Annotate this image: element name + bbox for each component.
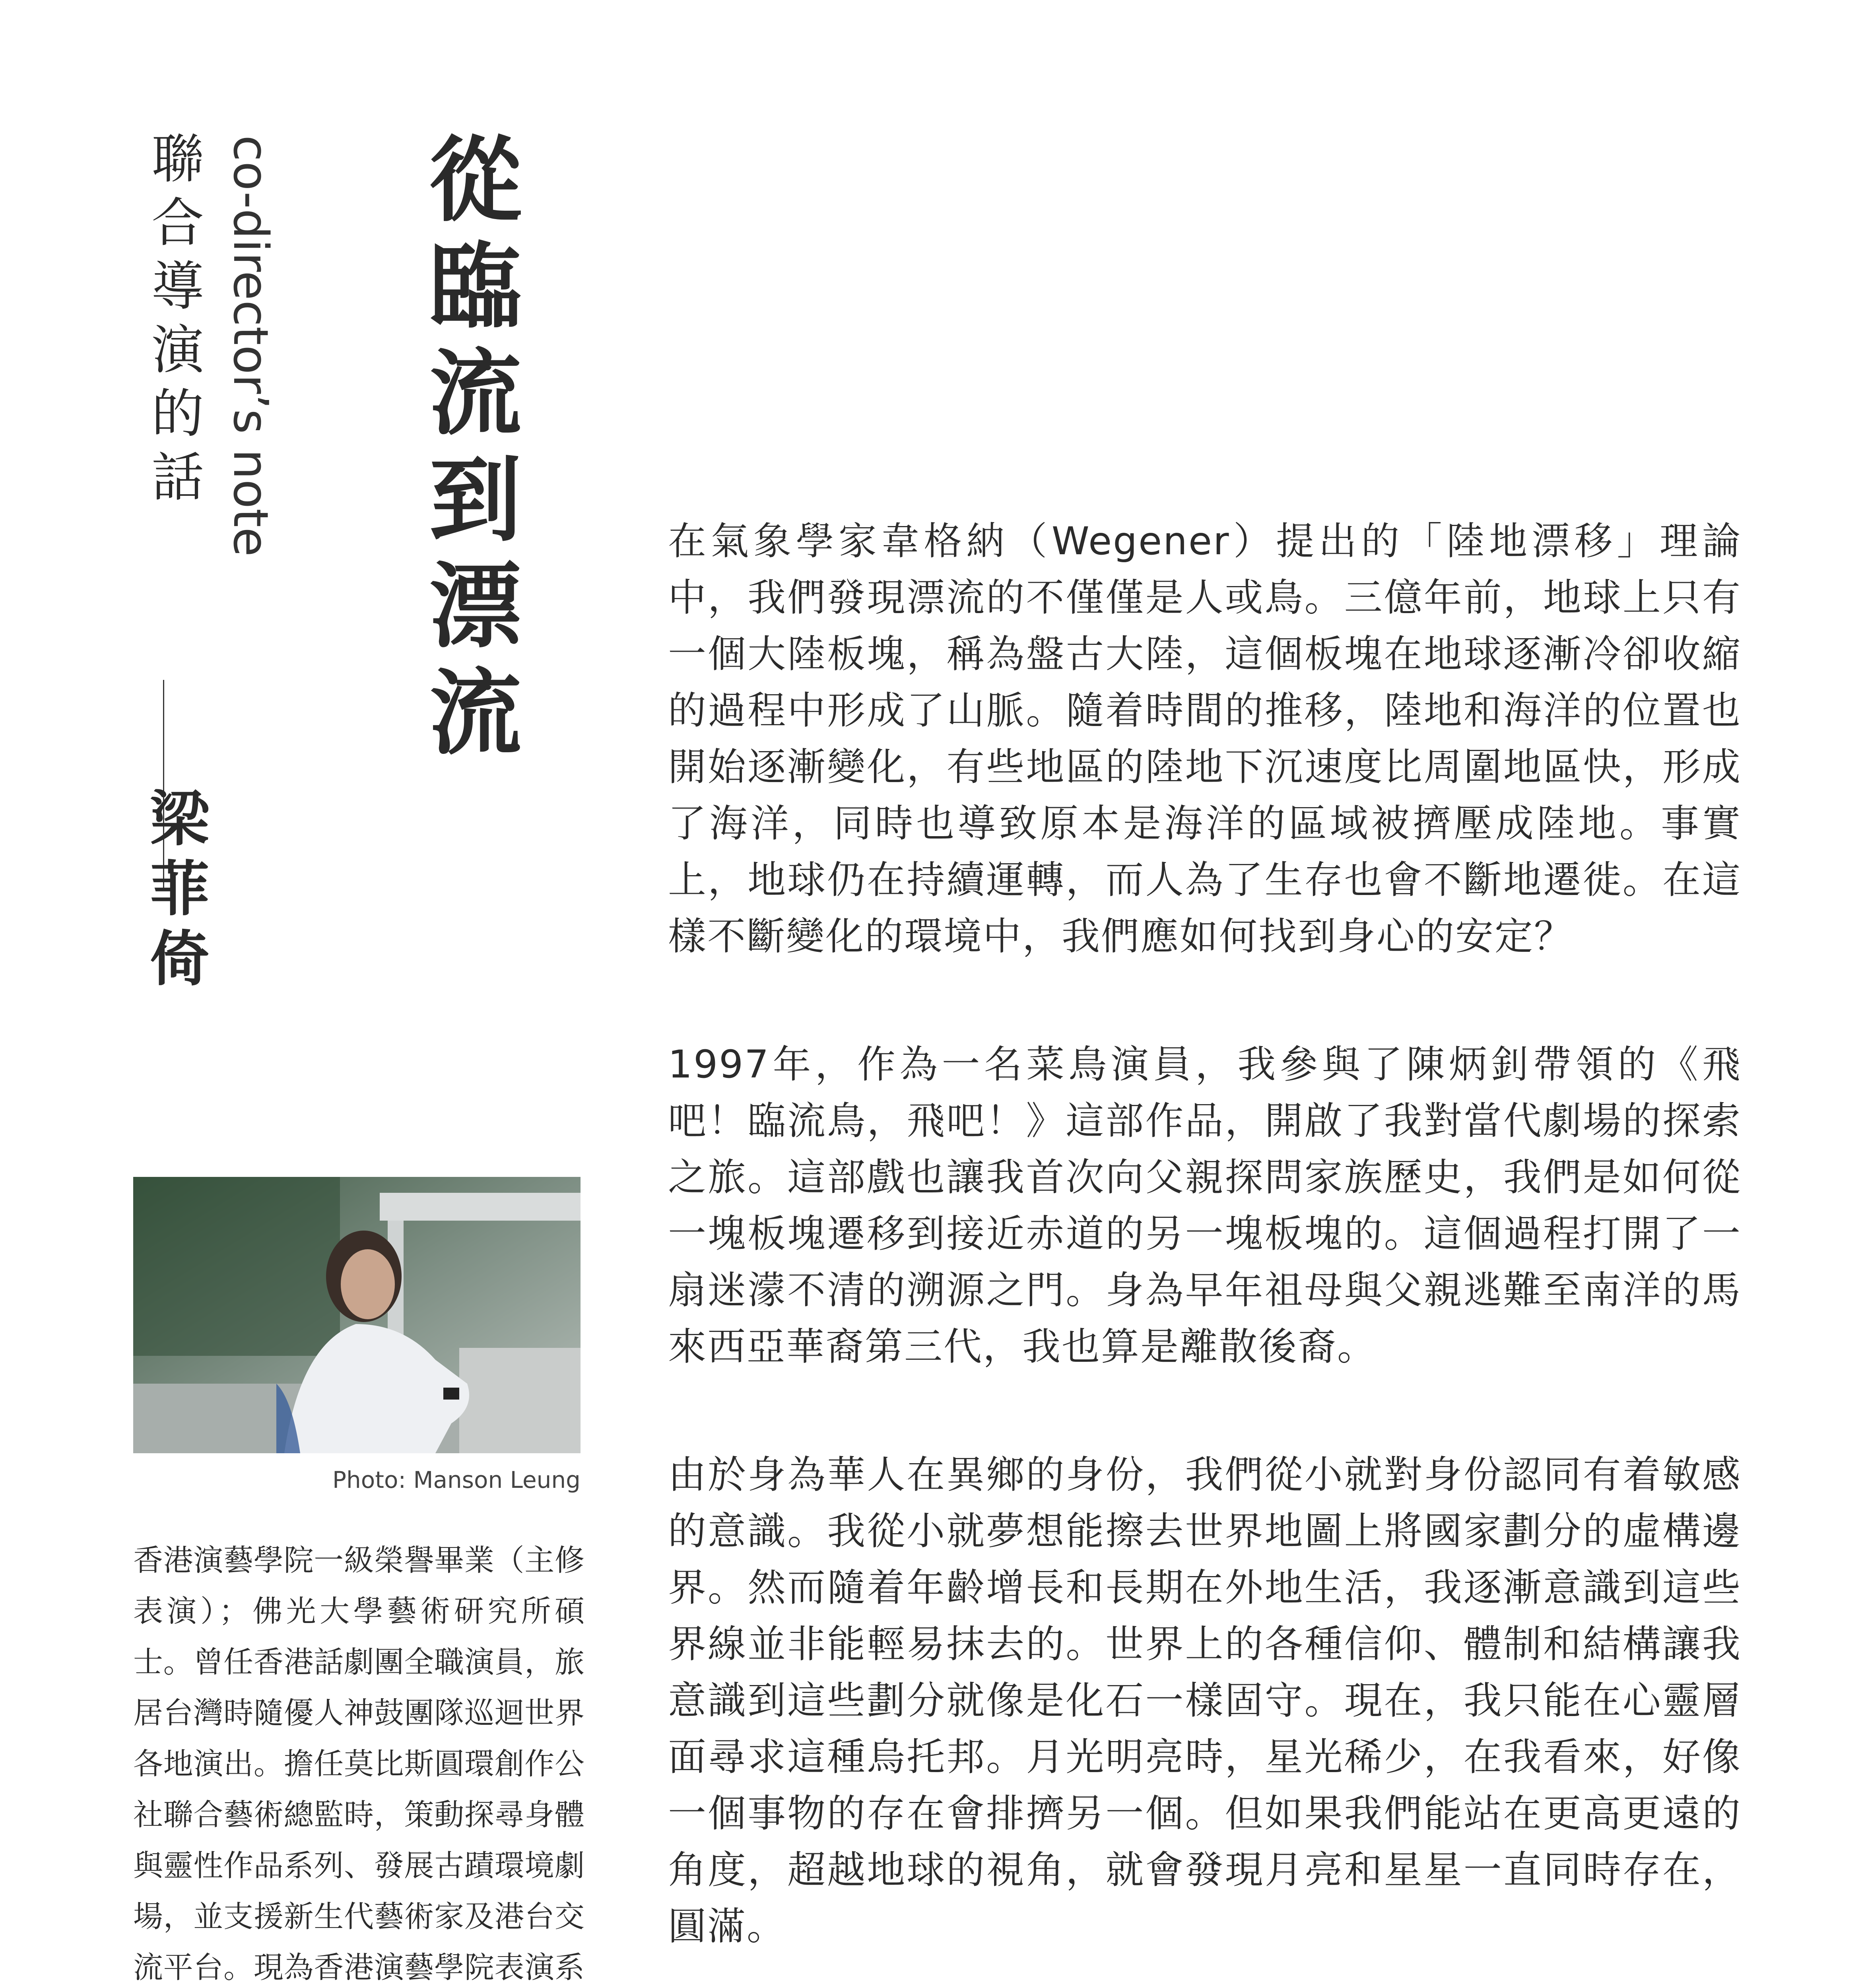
paragraph: 1997年，作為一名菜鳥演員，我參與了陳炳釗帶領的《飛吧！臨流鳥，飛吧！》這部作品，開啟了我對當代劇場的探索之旅。這部戲也讓我首次向父親探問家族歷史，我們是如何從一塊板塊遷移到接近赤道的另一塊板塊的。這個過程打開了一扇迷濛不清的溯源之門。身為早年祖母與父親逃難至南洋的馬來西亞華裔第三代，我也算是離散後裔。 (668, 1042, 1742, 1369)
author-bio: 香港演藝學院一級榮譽畢業（主修表演）；佛光大學藝術研究所碩士。曾任香港話劇團全職演員，旅居台灣時隨優人神鼓團隊巡迴世界各地演出。擔任莫比斯圓環創作公社聯合藝術總監時，策動探尋身體與靈性作品系列、發展古蹟環境劇場，並支援新生代藝術家及港台交流平台。現為香港演藝學院表演系 (133, 1543, 584, 1985)
author-photo (133, 1177, 581, 1453)
subtitle-chinese: 聯合導演的話 (142, 131, 204, 513)
author-name: 梁菲倚 (140, 787, 209, 997)
paragraph: 由於身為華人在異鄉的身份，我們從小就對身份認同有着敏感的意識。我從小就夢想能擦去世界地圖上將國家劃分的虛構邊界。然而隨着年齡增長和長期在外地生活，我逐漸意識到這些界線並非能輕易抹去的。世界上的各種信仰、體制和結構讓我意識到這些劃分就像是化石一樣固守。現在，我只能在心靈層面尋求這種烏托邦。月光明亮時，星光稀少，在我看來，好像一個事物的存在會排擠另一個。但如果我們能站在更高更遠的角度，超越地球的視角，就會發現月亮和星星一直同時存在，圓滿。 (668, 1452, 1742, 1949)
paragraph: 在氣象學家韋格納（Wegener）提出的「陸地漂移」理論中，我們發現漂流的不僅僅是人或鳥。三億年前，地球上只有一個大陸板塊，稱為盤古大陸，這個板塊在地球逐漸冷卻收縮的過程中形成了山脈。隨着時間的推移，陸地和海洋的位置也開始逐漸變化，有些地區的陸地下沉速度比周圍地區快，形成了海洋，同時也導致原本是海洋的區域被擠壓成陸地。事實上，地球仍在持續運轉，而人為了生存也會不斷地遷徙。在這樣不斷變化的環境中，我們應如何找到身心的安定？ (668, 519, 1742, 959)
subtitle-english: co-director’s note (223, 135, 278, 557)
page-title: 從臨流到漂流 (414, 131, 521, 771)
photo-credit: Photo: Manson Leung (332, 1466, 581, 1493)
main-text (668, 513, 1742, 1988)
